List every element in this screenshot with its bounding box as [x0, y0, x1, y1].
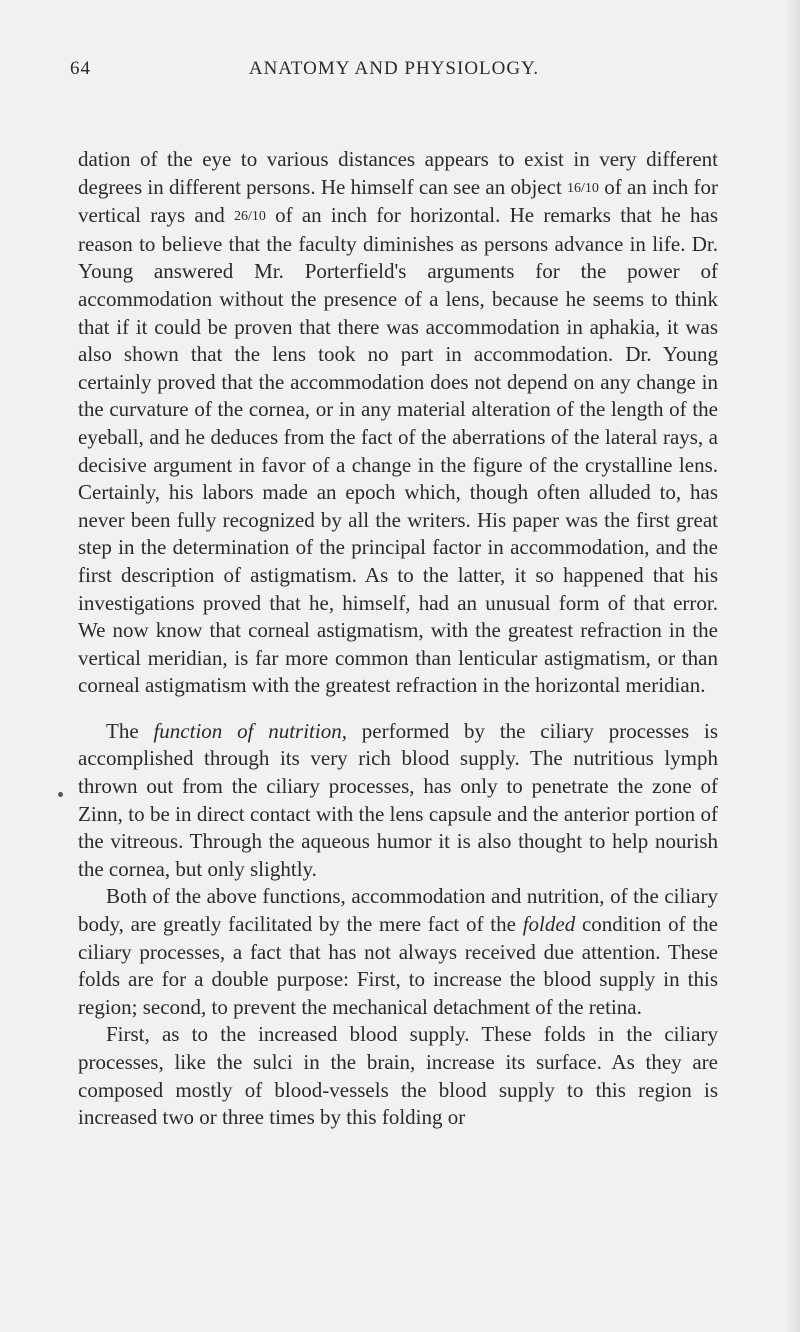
- paragraph-blood-supply: [78, 1021, 718, 1131]
- body-text: [78, 146, 718, 1132]
- emphasis-function-of-nutrition: function of nutrition,: [153, 718, 347, 743]
- text-run: The: [106, 718, 154, 743]
- running-head: [70, 58, 718, 88]
- paragraph-accommodation: [78, 146, 718, 700]
- fraction-horizontal: 26/10: [233, 209, 266, 225]
- text-run: Both of the above functions, accommodation and nutrition, of the ciliary body, are greatly facilitated by the mere fact of the: [78, 884, 718, 937]
- text-run: dation of the eye to various distances appears to exist in very different degrees in different persons. He himself can see an object: [78, 147, 718, 199]
- margin-dot: [58, 792, 63, 797]
- paragraph-folded-condition: [78, 883, 718, 1021]
- text-run: of an inch for vertical rays and: [78, 174, 718, 228]
- emphasis-folded: folded: [522, 912, 576, 937]
- text-run: of an inch for horizontal. He remarks that he has reason to believe that the faculty diminishes as persons advance in life. Dr. Young answered Mr. Porterfield's arguments for the power of accommodation without the presence of a lens, because he seems to think that if it could be proven that there was accommodation in aphakia, it was also shown that the lens took no part in accommodation. Dr. Young certainly proved that the accommodation does not depend on any change in the curvature of the cornea, or in any material alteration of the length of the eyeball, and he deduces from the fact of the aberrations of the lateral rays, a decisive argument in favor of a change in the figure of the crystalline lens. Certainly, his labors made an epoch which, though often alluded to, has never been fully recognized by all the writers. His paper was the first great step in the determination of the principal factor in accommodation, and the first description of astigmatism. As to the latter, it so happened that his investigations proved that he, himself, had an unusual form of that error. We now know that corneal astigmatism, with the greatest refraction in the vertical meridian, is far more common than lenticular astigmatism, or than corneal astigmatism with the greatest refraction in the horizontal meridian.: [78, 203, 718, 698]
- text-run: condition of the ciliary processes, a fact that has not always received due attention. These folds are for a double purpose: First, to increase the blood supply in this region; second, to prevent the mechanical detachment of the retina.: [78, 912, 718, 1019]
- text-run: performed by the ciliary processes is accomplished through its very rich blood supply. The nutritious lymph thrown out from the ciliary processes, has only to penetrate the zone of Zinn, to be in direct contact with the lens capsule and the anterior portion of the vitreous. Through the aqueous humor it is also thought to help nourish the cornea, but only slightly.: [78, 718, 719, 881]
- fraction-vertical: 16/10: [567, 180, 599, 196]
- text-run: First, as to the increased blood supply. These folds in the ciliary processes, like the sulci in the brain, increase its surface. As they are composed mostly of blood-vessels the blood supply to this region is increased two or three times by this folding or: [78, 1022, 718, 1130]
- paragraph-nutrition: [78, 718, 718, 884]
- page-number: 64: [70, 58, 91, 79]
- running-title: ANATOMY AND PHYSIOLOGY.: [248, 58, 540, 79]
- page-edge-shadow: [786, 0, 800, 1332]
